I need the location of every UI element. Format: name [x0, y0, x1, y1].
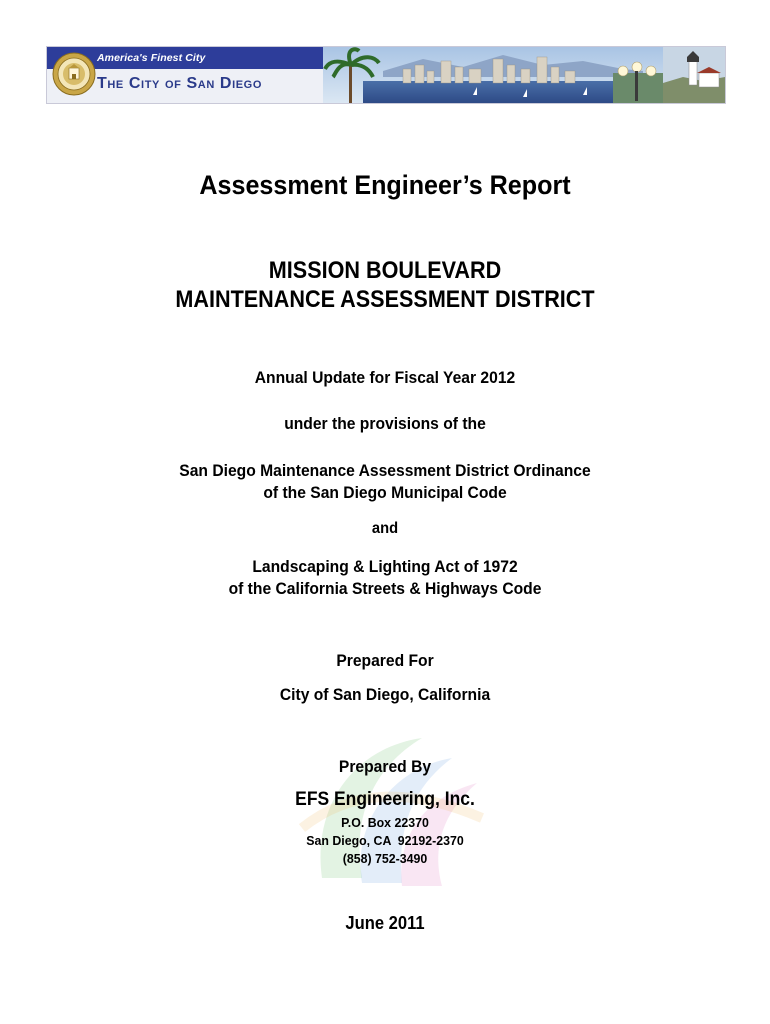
conjunction-and: and	[371, 520, 399, 537]
annual-update-line: Annual Update for Fiscal Year 2012	[254, 368, 516, 387]
act-line-2: of the California Streets & Highways Code	[228, 579, 542, 598]
district-name-line-2: MAINTENANCE ASSESSMENT DISTRICT	[175, 286, 595, 313]
provisions-line: under the provisions of the	[284, 414, 486, 433]
company-city-state-zip: San Diego, CA 92192-2370	[306, 833, 464, 848]
act-reference	[31, 556, 739, 600]
district-name-line-1: MISSION BOULEVARD	[268, 257, 502, 284]
district-name	[39, 256, 732, 314]
report-title: Assessment Engineer’s Report	[199, 170, 571, 200]
company-phone: (858) 752-3490	[342, 851, 428, 866]
banner-city-name: The City of San Diego	[97, 75, 262, 92]
city-banner	[46, 46, 726, 104]
banner-brand-area	[47, 47, 337, 103]
act-line-1: Landscaping & Lighting Act of 1972	[252, 557, 518, 576]
company-address	[19, 814, 751, 868]
prepared-by-label: Prepared By	[338, 757, 432, 776]
banner-tagline: America's Finest City	[97, 52, 206, 64]
san-diego-skyline-photo	[323, 47, 725, 103]
prepared-for-name: City of San Diego, California	[279, 685, 491, 704]
report-date: June 2011	[345, 913, 425, 933]
ordinance-line-1: San Diego Maintenance Assessment District Ordinance	[179, 461, 591, 480]
prepared-by-company: EFS Engineering, Inc.	[295, 789, 475, 810]
ordinance-reference	[31, 460, 739, 504]
city-seal-icon	[52, 52, 96, 96]
company-po-box: P.O. Box 22370	[341, 815, 429, 830]
ordinance-line-2: of the San Diego Municipal Code	[263, 483, 507, 502]
prepared-for-label: Prepared For	[336, 651, 434, 670]
